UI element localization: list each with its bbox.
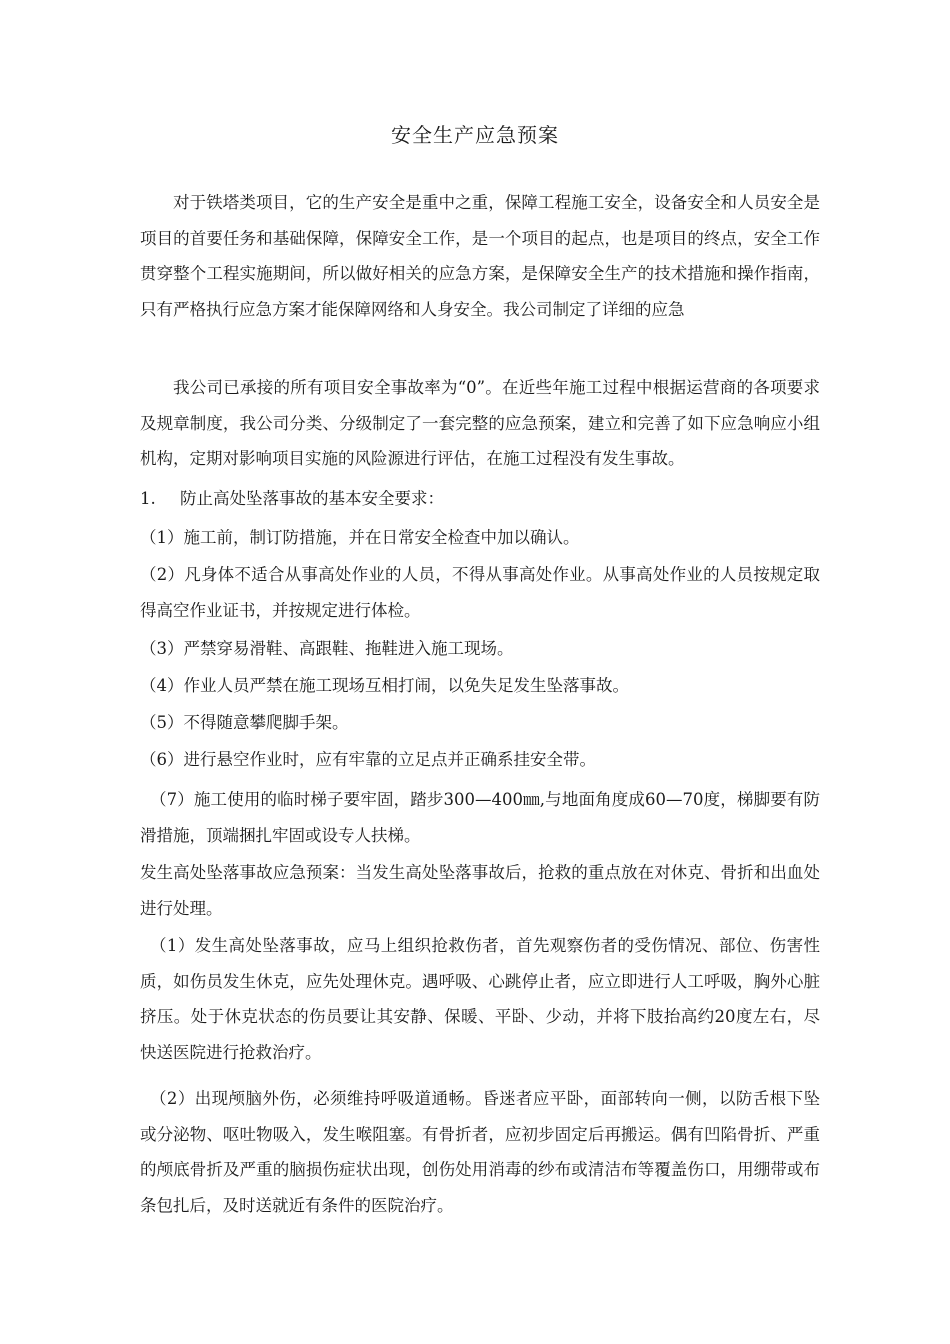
intro-paragraph: 对于铁塔类项目，它的生产安全是重中之重，保障工程施工安全，设备安全和人员安全是项目的首要任务和基础保障，保障安全工作，是一个项目的起点，也是项目的终点，安全工作贯穿整个工程实施期间，所以做好相关的应急方案，是保障安全生产的技术措施和操作指南，只有严格执行应急方案才能保障网络和人身安全。我公司制定了详细的应急 <box>140 193 820 319</box>
emergency-intro: 发生高处坠落事故应急预案：当发生高处坠落事故后，抢救的重点放在对休克、骨折和出血处进行处理。 <box>140 863 820 918</box>
section-1-item: （7）施工使用的临时梯子要牢固，踏步300—400㎜,与地面角度成60—70度，梯脚要有防滑措施，顶端捆扎牢固或设专人扶梯。 <box>140 790 820 845</box>
section-1-item: （2）凡身体不适合从事高处作业的人员，不得从事高处作业。从事高处作业的人员按规定取得高空作业证书，并按规定进行体检。 <box>140 565 820 620</box>
section-1-number: 1. <box>140 489 156 508</box>
section-1-heading-line <box>140 481 820 517</box>
section-1-item: （1）施工前，制订防措施，并在日常安全检查中加以确认。 <box>140 528 580 547</box>
section-1-item: （6）进行悬空作业时，应有牢靠的立足点并正确系挂安全带。 <box>140 750 596 769</box>
section-1-item: （5）不得随意攀爬脚手架。 <box>140 713 349 732</box>
document-title: 安全生产应急预案 <box>391 123 559 147</box>
emergency-item: （1）发生高处坠落事故，应马上组织抢救伤者，首先观察伤者的受伤情况、部位、伤害性质，如伤员发生休克，应先处理休克。遇呼吸、心跳停止者，应立即进行人工呼吸，胸外心脏挤压。处于休克状态的伤员要让其安静、保暖、平卧、少动，并将下肢抬高约20度左右，尽快送医院进行抢救治疗。 <box>140 936 820 1062</box>
section-1-item: （4）作业人员严禁在施工现场互相打闹，以免失足发生坠落事故。 <box>140 676 629 695</box>
section-1-heading: 防止高处坠落事故的基本安全要求： <box>180 489 444 508</box>
record-paragraph: 我公司已承接的所有项目安全事故率为“0”。在近些年施工过程中根据运营商的各项要求及规章制度，我公司分类、分级制定了一套完整的应急预案，建立和完善了如下应急响应小组机构，定期对影响项目实施的风险源进行评估，在施工过程没有发生事故。 <box>140 378 820 468</box>
section-1-item: （3）严禁穿易滑鞋、高跟鞋、拖鞋进入施工现场。 <box>140 639 514 658</box>
emergency-item: （2）出现颅脑外伤，必须维持呼吸道通畅。昏迷者应平卧，面部转向一侧，以防舌根下坠或分泌物、呕吐物吸入，发生喉阻塞。有骨折者，应初步固定后再搬运。偶有凹陷骨折、严重的颅底骨折及严重的脑损伤症状出现，创伤处用消毒的纱布或清洁布等覆盖伤口，用绷带或布条包扎后，及时送就近有条件的医院治疗。 <box>140 1089 820 1215</box>
